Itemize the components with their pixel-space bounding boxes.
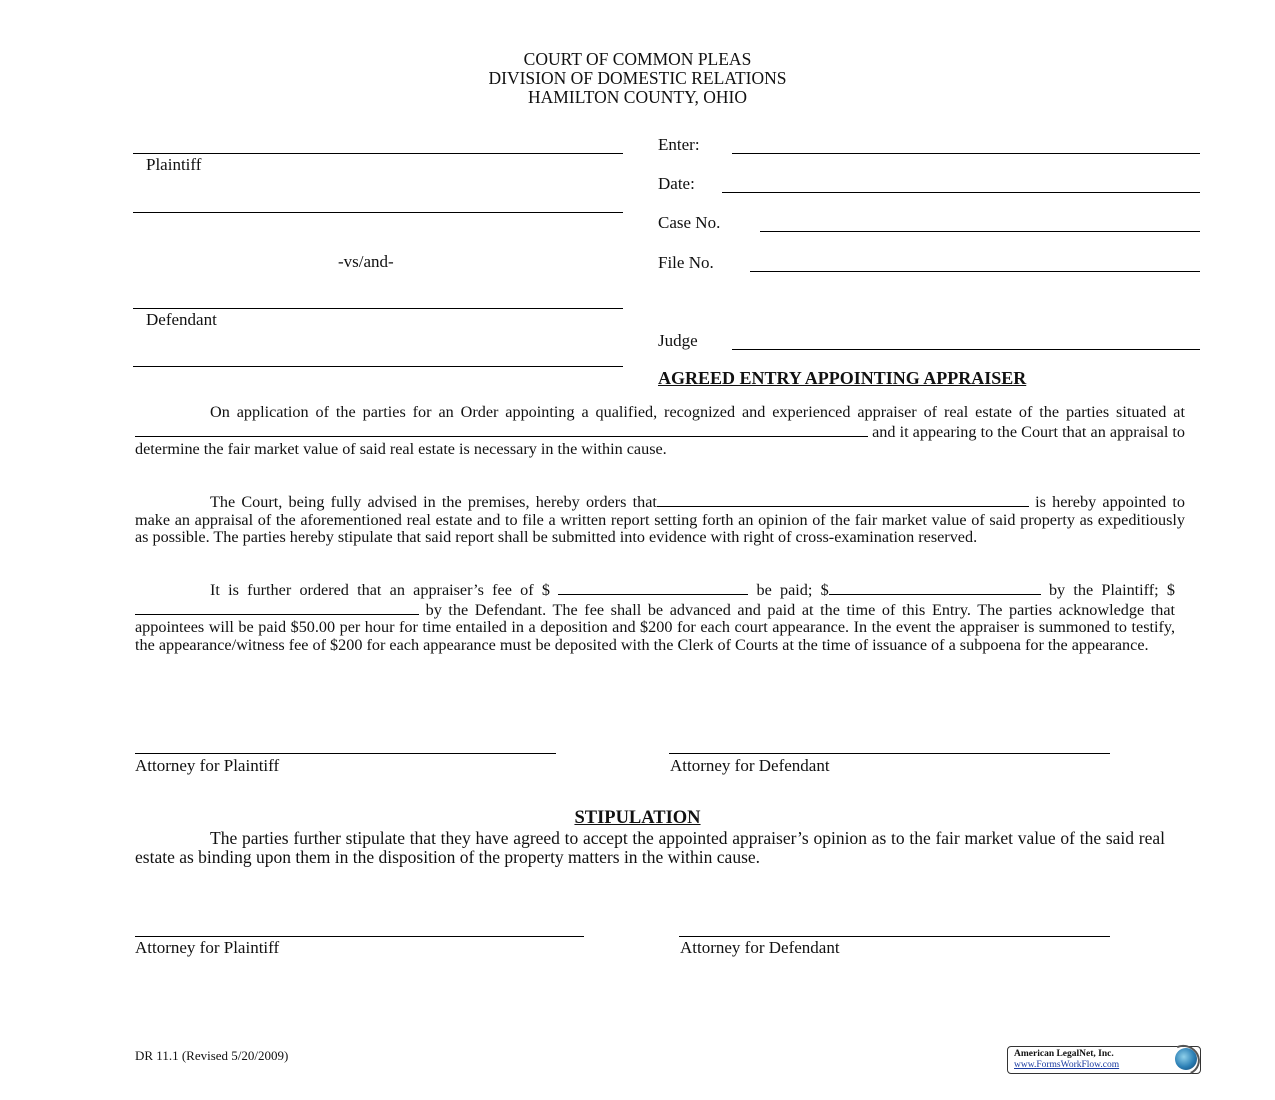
case-no-field[interactable]	[760, 231, 1200, 232]
enter-label: Enter:	[658, 135, 700, 154]
be-paid-text: be paid; $	[756, 581, 829, 599]
fee-text: It is further ordered that an appraiser’s fee of $	[210, 581, 550, 599]
document-title: AGREED ENTRY APPOINTING APPRAISER	[658, 368, 1027, 388]
by-plaintiff-text: by the Plaintiff; $	[1048, 581, 1176, 599]
fee-terms-text: by the Defendant. The fee shall be advanced and paid at the time of this Entry. The parties acknowledge that appointees will be paid $50.00 per hour for time entailed in a deposition and $200 for each court appearance. In the event the appraiser is summoned to testify, the appearance/witness fee of $200 for each appearance must be deposited with the Clerk of Courts at the time of issuance of a subpoena for the appearance.	[135, 600, 1175, 654]
defendant-attorney-label: Attorney for Defendant	[670, 756, 830, 775]
fee-paragraph	[135, 580, 1175, 654]
judge-label: Judge	[658, 331, 698, 350]
plaintiff-attorney-label: Attorney for Plaintiff	[135, 756, 280, 775]
plaintiff-fee-field[interactable]	[829, 580, 1041, 595]
stipulation-text: The parties further stipulate that they have agreed to accept the appointed appraiser’s opinion as to the fair market value of the said real estate as binding upon them in the disposition of the property matters in the within cause.	[135, 828, 1165, 867]
county-name: HAMILTON COUNTY, OHIO	[528, 87, 747, 107]
file-no-field[interactable]	[750, 271, 1200, 272]
plaintiff-address-line[interactable]	[133, 212, 623, 213]
order-paragraph	[135, 492, 1185, 547]
total-fee-field[interactable]	[558, 580, 748, 595]
defendant-fee-field[interactable]	[135, 600, 419, 615]
stipulation-defendant-attorney-label: Attorney for Defendant	[680, 938, 840, 957]
stipulation-title: STIPULATION	[574, 808, 701, 828]
judge-field[interactable]	[732, 349, 1200, 350]
plaintiff-attorney-signature-line[interactable]	[135, 753, 556, 754]
plaintiff-label: Plaintiff	[146, 155, 202, 174]
stipulation-defendant-signature-line[interactable]	[679, 936, 1110, 937]
appraiser-name-field[interactable]	[657, 492, 1029, 507]
plaintiff-name-line[interactable]	[133, 153, 623, 154]
vendor-url-link[interactable]: www.FormsWorkFlow.com	[1014, 1060, 1120, 1070]
vendor-name: American LegalNet, Inc.	[1014, 1049, 1114, 1059]
vendor-logo[interactable]	[1007, 1046, 1201, 1074]
case-no-label: Case No.	[658, 213, 721, 232]
stipulation-plaintiff-signature-line[interactable]	[135, 936, 584, 937]
enter-field[interactable]	[732, 153, 1200, 154]
court-name: COURT OF COMMON PLEAS	[523, 49, 752, 69]
defendant-attorney-signature-line[interactable]	[669, 753, 1110, 754]
division-name: DIVISION OF DOMESTIC RELATIONS	[488, 68, 787, 88]
defendant-label: Defendant	[146, 310, 217, 329]
vs-label: -vs/and-	[338, 252, 394, 271]
defendant-address-line[interactable]	[133, 366, 623, 367]
property-location-field[interactable]	[135, 422, 868, 437]
file-no-label: File No.	[658, 253, 714, 272]
appointment-text: is hereby appointed to make an appraisal of the aforementioned real estate and to file a written report setting forth an opinion of the fair market value of said property as expeditiously as possible. The parties hereby stipulate that said report shall be submitted into evidence with right of cross-examination reserved.	[135, 493, 1186, 546]
stipulation-plaintiff-attorney-label: Attorney for Plaintiff	[135, 938, 280, 957]
stipulation-paragraph	[135, 829, 1165, 867]
globe-ring-icon	[1164, 1040, 1204, 1079]
application-text: On application of the parties for an Order appointing a qualified, recognized and experienced appraiser of real estate of the parties situated at	[210, 403, 1185, 421]
order-text: The Court, being fully advised in the premises, hereby orders that	[210, 493, 657, 511]
defendant-name-line[interactable]	[133, 308, 623, 309]
appraisal-need-text: and it appearing to the Court that an appraisal to determine the fair market value of said real estate is necessary in the within cause.	[135, 422, 1186, 458]
application-paragraph	[135, 404, 1185, 459]
date-field[interactable]	[722, 192, 1200, 193]
form-id: DR 11.1 (Revised 5/20/2009)	[135, 1048, 289, 1063]
date-label: Date:	[658, 174, 695, 193]
